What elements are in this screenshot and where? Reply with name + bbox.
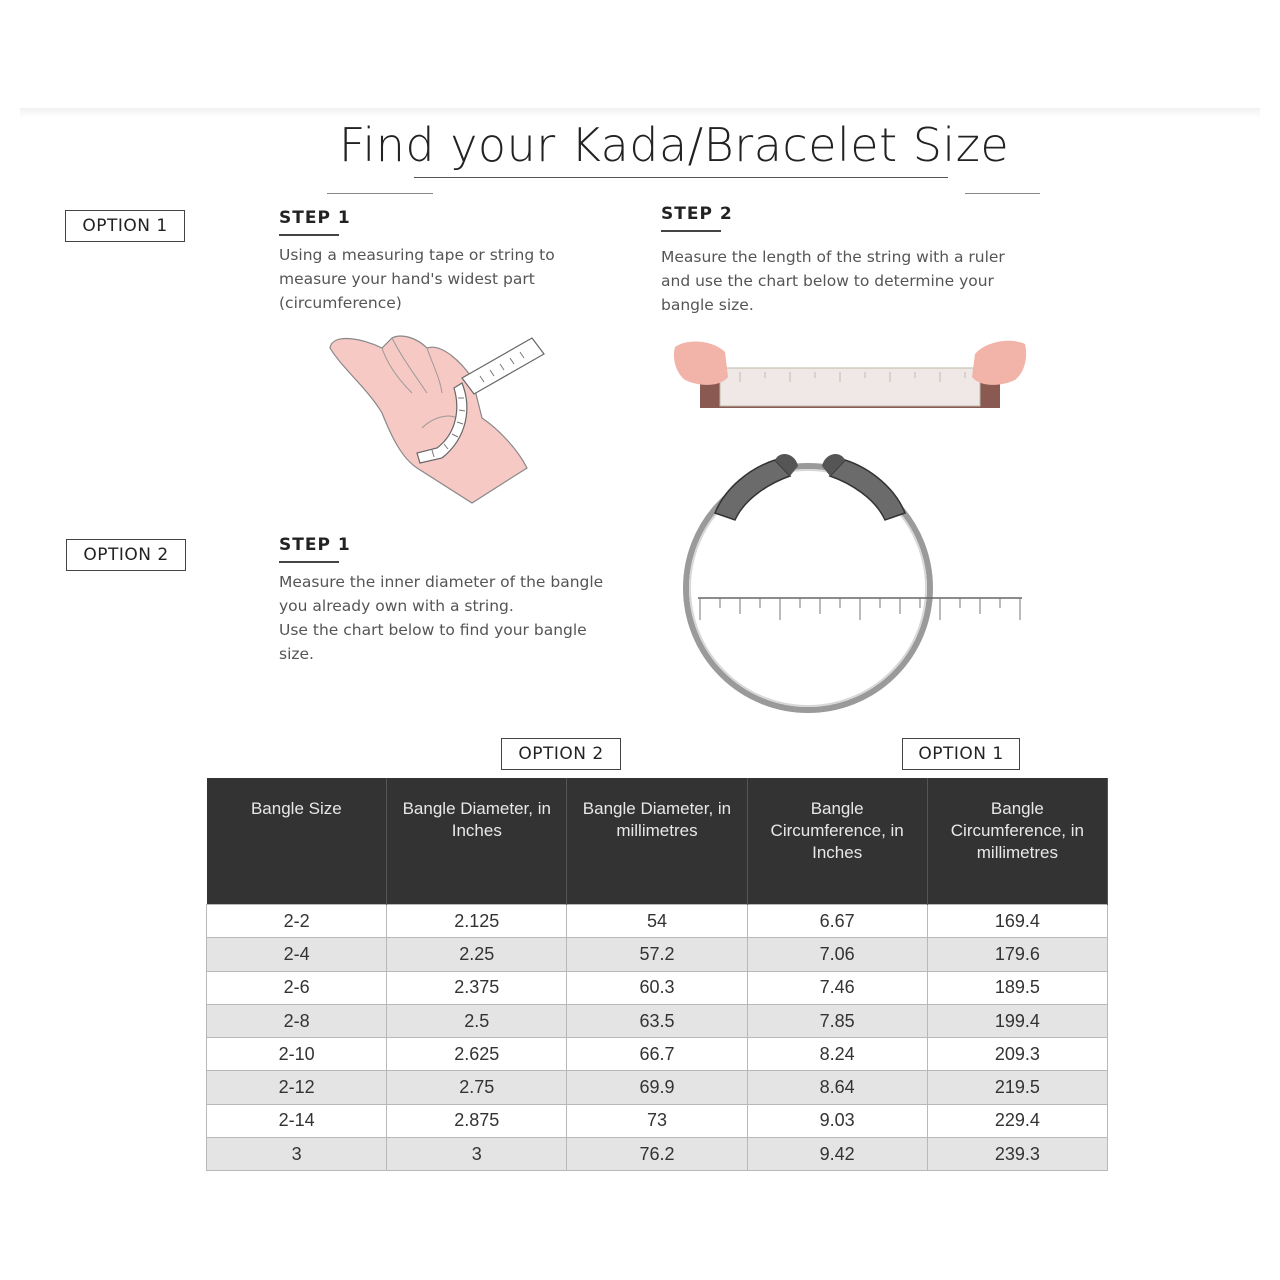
cell-circumference-mm: 229.4 (927, 1104, 1107, 1137)
page-title: Find your Kada/Bracelet Size (338, 118, 1010, 172)
cell-diameter-mm: 69.9 (567, 1071, 747, 1104)
cell-circumference-mm: 179.6 (927, 938, 1107, 971)
cell-size: 2-2 (207, 905, 387, 938)
cell-diameter-mm: 60.3 (567, 971, 747, 1004)
table-option1-label: OPTION 1 (902, 738, 1020, 770)
option1-step2-text: Measure the length of the string with a ruler and use the chart below to determine your bangle size. (661, 248, 1005, 314)
option2-label: OPTION 2 (66, 539, 186, 571)
cell-circumference-mm: 239.3 (927, 1138, 1107, 1171)
cell-diameter-inches: 2.25 (387, 938, 567, 971)
table-option2-label: OPTION 2 (501, 738, 621, 770)
cell-circumference-inches: 9.42 (747, 1138, 927, 1171)
cell-size: 2-14 (207, 1104, 387, 1137)
cell-diameter-mm: 76.2 (567, 1138, 747, 1171)
cell-circumference-inches: 9.03 (747, 1104, 927, 1137)
option1-label: OPTION 1 (65, 210, 185, 242)
cell-circumference-mm: 209.3 (927, 1038, 1107, 1071)
ruler-illustration (670, 332, 1030, 412)
table-row (207, 905, 1108, 938)
cell-diameter-inches: 3 (387, 1138, 567, 1171)
top-shadow (20, 108, 1260, 118)
header-diameter-mm: Bangle Diameter, in millimetres (567, 778, 747, 905)
option1-step1-heading: STEP 1 (279, 208, 351, 236)
cell-diameter-mm: 57.2 (567, 938, 747, 971)
cell-diameter-inches: 2.625 (387, 1038, 567, 1071)
option2-step1-heading: STEP 1 (279, 535, 351, 563)
option1-step1-text: Using a measuring tape or string to measure your hand's widest part (circumference) (279, 246, 555, 312)
header-circumference-inches: Bangle Circumference, in Inches (747, 778, 927, 905)
header-circumference-mm: Bangle Circumference, in millimetres (927, 778, 1107, 905)
table-row (207, 938, 1108, 971)
cell-diameter-mm: 66.7 (567, 1038, 747, 1071)
cell-diameter-mm: 63.5 (567, 1004, 747, 1037)
cell-size: 3 (207, 1138, 387, 1171)
cell-size: 2-12 (207, 1071, 387, 1104)
table-row (207, 971, 1108, 1004)
header-diameter-inches: Bangle Diameter, in Inches (387, 778, 567, 905)
cell-size: 2-10 (207, 1038, 387, 1071)
bangle-illustration (680, 448, 1030, 720)
divider-left (327, 193, 433, 194)
cell-size: 2-6 (207, 971, 387, 1004)
table-header-row (207, 778, 1108, 905)
bangle-size-table (206, 778, 1108, 1171)
cell-circumference-inches: 8.24 (747, 1038, 927, 1071)
cell-diameter-mm: 73 (567, 1104, 747, 1137)
cell-circumference-inches: 6.67 (747, 905, 927, 938)
divider-right (965, 193, 1040, 194)
option2-step1-text: Measure the inner diameter of the bangle you already own with a string. Use the chart below to find your bangle size. (279, 573, 604, 663)
cell-circumference-inches: 7.85 (747, 1004, 927, 1037)
cell-diameter-inches: 2.75 (387, 1071, 567, 1104)
table-row (207, 1071, 1108, 1104)
table-row (207, 1004, 1108, 1037)
cell-circumference-mm: 219.5 (927, 1071, 1107, 1104)
header-bangle-size: Bangle Size (207, 778, 387, 905)
cell-circumference-mm: 199.4 (927, 1004, 1107, 1037)
cell-diameter-inches: 2.125 (387, 905, 567, 938)
cell-diameter-mm: 54 (567, 905, 747, 938)
cell-circumference-inches: 8.64 (747, 1071, 927, 1104)
cell-diameter-inches: 2.5 (387, 1004, 567, 1037)
cell-size: 2-4 (207, 938, 387, 971)
cell-diameter-inches: 2.875 (387, 1104, 567, 1137)
cell-circumference-mm: 169.4 (927, 905, 1107, 938)
hand-measuring-illustration (322, 318, 552, 508)
cell-circumference-inches: 7.46 (747, 971, 927, 1004)
cell-size: 2-8 (207, 1004, 387, 1037)
table-row (207, 1104, 1108, 1137)
cell-diameter-inches: 2.375 (387, 971, 567, 1004)
table-row (207, 1138, 1108, 1171)
title-underline (414, 177, 948, 178)
option1-step2-heading: STEP 2 (661, 204, 733, 232)
cell-circumference-inches: 7.06 (747, 938, 927, 971)
cell-circumference-mm: 189.5 (927, 971, 1107, 1004)
table-row (207, 1038, 1108, 1071)
